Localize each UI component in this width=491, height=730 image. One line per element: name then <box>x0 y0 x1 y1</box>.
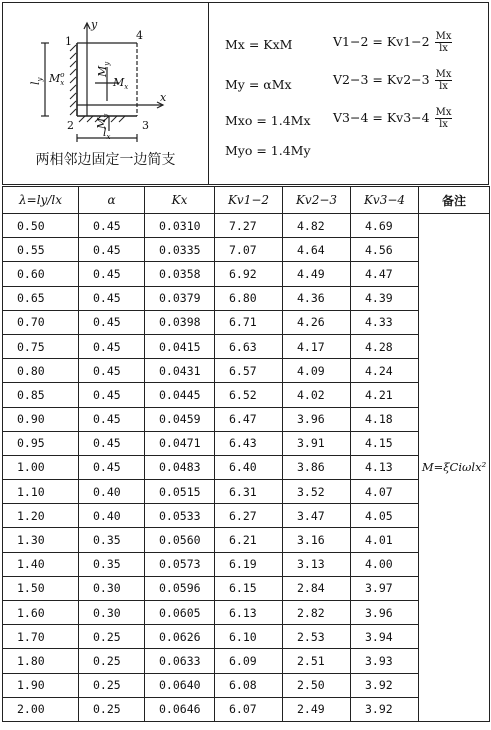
cell-kv34: 3.96 <box>351 601 419 625</box>
cell-kv23: 3.86 <box>283 455 351 479</box>
formula-v34 <box>333 107 452 130</box>
lx-dimension-label: $l_x$ <box>103 126 111 141</box>
cell-kv34: 4.28 <box>351 334 419 358</box>
table-row <box>3 238 490 262</box>
cell-lambda: 0.80 <box>3 359 79 383</box>
cell-alpha: 0.45 <box>79 238 145 262</box>
cell-kx: 0.0398 <box>145 310 215 334</box>
table-row <box>3 625 490 649</box>
cell-lambda: 0.65 <box>3 286 79 310</box>
cell-alpha: 0.45 <box>79 407 145 431</box>
cell-kx: 0.0459 <box>145 407 215 431</box>
cell-kv23: 3.91 <box>283 431 351 455</box>
cell-kv23: 4.64 <box>283 238 351 262</box>
cell-kv34: 4.33 <box>351 310 419 334</box>
table-row <box>3 310 490 334</box>
header-kx: Kx <box>145 187 215 214</box>
cell-kv34: 4.47 <box>351 262 419 286</box>
cell-kx: 0.0573 <box>145 552 215 576</box>
cell-kv34: 4.13 <box>351 455 419 479</box>
cell-kv23: 4.26 <box>283 310 351 334</box>
corner-2-label: 2 <box>67 119 74 132</box>
cell-lambda: 1.20 <box>3 504 79 528</box>
table-row <box>3 359 490 383</box>
cell-kv34: 3.94 <box>351 625 419 649</box>
formula-block <box>213 9 488 179</box>
cell-kv34: 3.97 <box>351 576 419 600</box>
cell-kx: 0.0640 <box>145 673 215 697</box>
corner-1-label: 1 <box>65 35 72 48</box>
header-lambda: λ=ly/lx <box>3 187 79 214</box>
cell-kv34: 4.00 <box>351 552 419 576</box>
cell-kv12: 7.27 <box>215 214 283 238</box>
cell-kv12: 6.40 <box>215 455 283 479</box>
cell-kv12: 6.63 <box>215 334 283 358</box>
cell-kx: 0.0533 <box>145 504 215 528</box>
cell-kv12: 6.43 <box>215 431 283 455</box>
cell-lambda: 0.50 <box>3 214 79 238</box>
cell-kv12: 6.09 <box>215 649 283 673</box>
cell-lambda: 1.40 <box>3 552 79 576</box>
cell-alpha: 0.25 <box>79 625 145 649</box>
table-row <box>3 697 490 721</box>
formula-v34-fraction: $\frac{Mx}{lx}$ <box>435 107 452 130</box>
cell-kv12: 6.47 <box>215 407 283 431</box>
cell-kv12: 6.71 <box>215 310 283 334</box>
cell-alpha: 0.40 <box>79 480 145 504</box>
cell-alpha: 0.45 <box>79 214 145 238</box>
formula-v23 <box>333 69 452 92</box>
table-body <box>3 214 490 722</box>
table-header-row <box>3 187 490 214</box>
x-axis-label: x <box>160 91 167 104</box>
cell-kv23: 4.49 <box>283 262 351 286</box>
cell-lambda: 0.55 <box>3 238 79 262</box>
cell-kv23: 2.82 <box>283 601 351 625</box>
cell-kv12: 6.52 <box>215 383 283 407</box>
cell-kv23: 4.36 <box>283 286 351 310</box>
cell-kx: 0.0415 <box>145 334 215 358</box>
cell-lambda: 1.10 <box>3 480 79 504</box>
cell-alpha: 0.45 <box>79 334 145 358</box>
cell-alpha: 0.35 <box>79 552 145 576</box>
cell-kv34: 4.69 <box>351 214 419 238</box>
header-kv12: Kv1−2 <box>215 187 283 214</box>
cell-kx: 0.0596 <box>145 576 215 600</box>
cell-alpha: 0.45 <box>79 286 145 310</box>
cell-lambda: 0.70 <box>3 310 79 334</box>
cell-kx: 0.0379 <box>145 286 215 310</box>
table-row <box>3 383 490 407</box>
corner-4-label: 4 <box>136 29 143 42</box>
cell-kv23: 3.16 <box>283 528 351 552</box>
cell-kv34: 4.05 <box>351 504 419 528</box>
cell-kv23: 3.52 <box>283 480 351 504</box>
cell-lambda: 2.00 <box>3 697 79 721</box>
cell-kv34: 3.93 <box>351 649 419 673</box>
cell-kv12: 6.31 <box>215 480 283 504</box>
table-row <box>3 480 490 504</box>
cell-kv12: 6.57 <box>215 359 283 383</box>
cell-lambda: 1.70 <box>3 625 79 649</box>
cell-kv23: 4.82 <box>283 214 351 238</box>
cell-alpha: 0.30 <box>79 576 145 600</box>
cell-kv34: 4.21 <box>351 383 419 407</box>
cell-kv23: 4.02 <box>283 383 351 407</box>
formula-v12-fraction: $\frac{Mx}{lx}$ <box>435 31 452 54</box>
cell-lambda: 1.50 <box>3 576 79 600</box>
cell-kv12: 6.80 <box>215 286 283 310</box>
header-alpha: α <box>79 187 145 214</box>
cell-kx: 0.0560 <box>145 528 215 552</box>
cell-kv23: 4.09 <box>283 359 351 383</box>
cell-kv12: 6.13 <box>215 601 283 625</box>
cell-lambda: 1.60 <box>3 601 79 625</box>
cell-alpha: 0.45 <box>79 383 145 407</box>
cell-kv34: 4.24 <box>351 359 419 383</box>
cell-kv12: 7.07 <box>215 238 283 262</box>
table-row <box>3 334 490 358</box>
cell-lambda: 0.75 <box>3 334 79 358</box>
cell-kv23: 3.96 <box>283 407 351 431</box>
cell-lambda: 1.90 <box>3 673 79 697</box>
cell-kv23: 3.47 <box>283 504 351 528</box>
y-axis-label: y <box>91 18 98 31</box>
formula-myo: Myo = 1.4My <box>225 143 311 158</box>
cell-kv23: 2.49 <box>283 697 351 721</box>
cell-lambda: 0.60 <box>3 262 79 286</box>
cell-kx: 0.0310 <box>145 214 215 238</box>
cell-kv12: 6.92 <box>215 262 283 286</box>
table-row <box>3 576 490 600</box>
table-row <box>3 214 490 238</box>
cell-alpha: 0.40 <box>79 504 145 528</box>
diagram-caption: 两相邻边固定一边简支 <box>35 152 176 168</box>
cell-kv34: 4.18 <box>351 407 419 431</box>
cell-kv12: 6.15 <box>215 576 283 600</box>
cell-kv23: 2.51 <box>283 649 351 673</box>
corner-3-label: 3 <box>142 119 149 132</box>
cell-kv12: 6.10 <box>215 625 283 649</box>
table-row <box>3 528 490 552</box>
cell-kv34: 4.01 <box>351 528 419 552</box>
cell-kv34: 3.92 <box>351 697 419 721</box>
table-row <box>3 649 490 673</box>
formula-v12 <box>333 31 452 54</box>
cell-kv34: 4.15 <box>351 431 419 455</box>
cell-kv12: 6.07 <box>215 697 283 721</box>
cell-alpha: 0.45 <box>79 310 145 334</box>
formula-v23-left: V2−3 = Kv2−3 <box>333 72 430 87</box>
cell-kv34: 4.39 <box>351 286 419 310</box>
cell-alpha: 0.25 <box>79 649 145 673</box>
cell-kv23: 2.53 <box>283 625 351 649</box>
cell-kx: 0.0515 <box>145 480 215 504</box>
cell-kx: 0.0633 <box>145 649 215 673</box>
header-kv23: Kv2−3 <box>283 187 351 214</box>
moment-center-x-label: $M_x$ <box>113 76 129 91</box>
cell-lambda: 0.85 <box>3 383 79 407</box>
cell-kx: 0.0335 <box>145 238 215 262</box>
cell-alpha: 0.25 <box>79 697 145 721</box>
plate-support-diagram <box>5 5 205 145</box>
cell-kx: 0.0358 <box>145 262 215 286</box>
cell-kx: 0.0626 <box>145 625 215 649</box>
cell-lambda: 0.90 <box>3 407 79 431</box>
cell-kv12: 6.08 <box>215 673 283 697</box>
coefficient-table <box>2 186 490 722</box>
cell-kx: 0.0483 <box>145 455 215 479</box>
cell-kv23: 2.84 <box>283 576 351 600</box>
cell-kv34: 4.56 <box>351 238 419 262</box>
table-row <box>3 407 490 431</box>
table-row <box>3 286 490 310</box>
cell-kv23: 4.17 <box>283 334 351 358</box>
cell-kv23: 3.13 <box>283 552 351 576</box>
cell-kv34: 4.07 <box>351 480 419 504</box>
cell-lambda: 1.80 <box>3 649 79 673</box>
cell-kv34: 3.92 <box>351 673 419 697</box>
cell-kx: 0.0445 <box>145 383 215 407</box>
moment-center-y-label: $M_y$ <box>96 61 111 77</box>
formula-mxo: Mxo = 1.4Mx <box>225 113 311 128</box>
cell-alpha: 0.45 <box>79 262 145 286</box>
table-row <box>3 552 490 576</box>
cell-kx: 0.0431 <box>145 359 215 383</box>
cell-alpha: 0.45 <box>79 455 145 479</box>
cell-lambda: 1.00 <box>3 455 79 479</box>
cell-alpha: 0.45 <box>79 359 145 383</box>
cell-kx: 0.0471 <box>145 431 215 455</box>
cell-kv23: 2.50 <box>283 673 351 697</box>
table-row <box>3 262 490 286</box>
cell-kx: 0.0605 <box>145 601 215 625</box>
table-row <box>3 504 490 528</box>
table-row <box>3 601 490 625</box>
table-row <box>3 673 490 697</box>
cell-kv12: 6.19 <box>215 552 283 576</box>
cell-alpha: 0.35 <box>79 528 145 552</box>
cell-kv12: 6.27 <box>215 504 283 528</box>
formula-mx: Mx = KxM <box>225 37 293 52</box>
moment-left-label: $M_xo$ <box>49 71 65 87</box>
table-row <box>3 431 490 455</box>
ly-dimension-label: $l_y$ <box>29 77 44 85</box>
cell-alpha: 0.30 <box>79 601 145 625</box>
table-header-section <box>2 2 489 185</box>
cell-alpha: 0.45 <box>79 431 145 455</box>
header-remarks: 备注 <box>419 187 490 214</box>
cell-kv12: 6.21 <box>215 528 283 552</box>
table-row <box>3 455 490 479</box>
cell-lambda: 1.30 <box>3 528 79 552</box>
formula-v12-left: V1−2 = Kv1−2 <box>333 34 430 49</box>
moment-bottom-label: $M_y$ <box>95 113 110 129</box>
formula-my: My = αMx <box>225 77 292 92</box>
remarks-cell: M=ξCiωlx² <box>419 214 490 722</box>
header-kv34: Kv3−4 <box>351 187 419 214</box>
cell-lambda: 0.95 <box>3 431 79 455</box>
cell-alpha: 0.25 <box>79 673 145 697</box>
formula-v23-fraction: $\frac{Mx}{lx}$ <box>435 69 452 92</box>
header-divider <box>208 3 209 184</box>
cell-kx: 0.0646 <box>145 697 215 721</box>
formula-v34-left: V3−4 = Kv3−4 <box>333 110 430 125</box>
